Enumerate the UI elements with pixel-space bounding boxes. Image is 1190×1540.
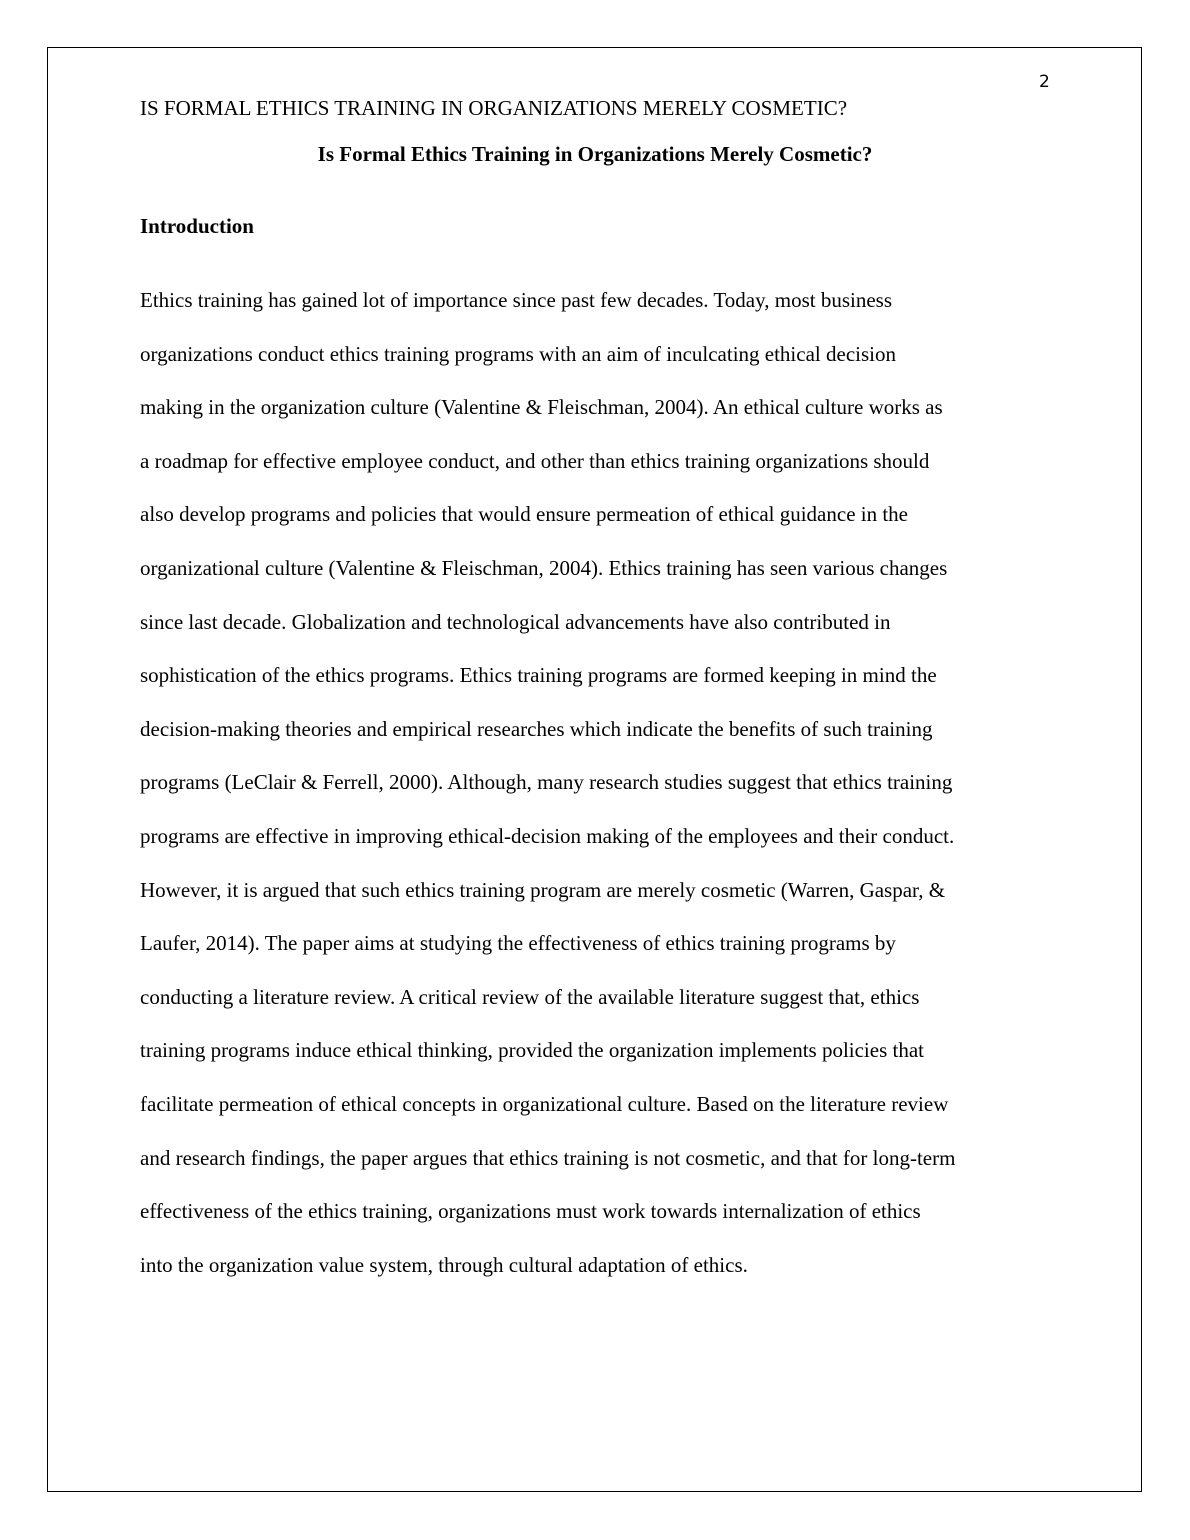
body-line: programs are effective in improving ethical-decision making of the employees and their conduct. — [140, 823, 955, 848]
body-line: training programs induce ethical thinking, provided the organization implements policies that — [140, 1038, 925, 1063]
body-line: organizational culture (Valentine & Fleischman, 2004). Ethics training has seen various changes — [140, 555, 948, 580]
body-line: organizations conduct ethics training programs with an aim of inculcating ethical decision — [140, 341, 896, 366]
body-line: Laufer, 2014). The paper aims at studying the effectiveness of ethics training programs by — [140, 931, 896, 956]
body-line: also develop programs and policies that would ensure permeation of ethical guidance in the — [140, 502, 909, 527]
body-line: into the organization value system, through cultural adaptation of ethics. — [140, 1252, 748, 1277]
body-line: programs (LeClair & Ferrell, 2000). Although, many research studies suggest that ethics training — [140, 770, 953, 795]
body-line: since last decade. Globalization and technological advancements have also contributed in — [140, 609, 891, 634]
document-title: Is Formal Ethics Training in Organizations Merely Cosmetic? — [317, 142, 873, 166]
body-line: sophistication of the ethics programs. Ethics training programs are formed keeping in mind the — [140, 663, 937, 688]
running-head: IS FORMAL ETHICS TRAINING IN ORGANIZATIONS MERELY COSMETIC? — [140, 96, 848, 120]
body-line: effectiveness of the ethics training, organizations must work towards internalization of ethics — [140, 1199, 921, 1224]
section-heading: Introduction — [140, 214, 254, 238]
body-line: a roadmap for effective employee conduct, and other than ethics training organizations should — [140, 448, 930, 473]
body-line: Ethics training has gained lot of importance since past few decades. Today, most business — [140, 288, 893, 312]
body-paragraph — [140, 274, 955, 1292]
body-line: facilitate permeation of ethical concepts in organizational culture. Based on the literature review — [140, 1091, 949, 1116]
body-line: making in the organization culture (Valentine & Fleischman, 2004). An ethical culture works as — [140, 395, 943, 420]
body-line: and research findings, the paper argues that ethics training is not cosmetic, and that for long-term — [140, 1145, 956, 1170]
body-line: However, it is argued that such ethics training program are merely cosmetic (Warren, Gaspar, & — [140, 877, 946, 902]
page-number: 2 — [1039, 72, 1050, 92]
body-line: decision-making theories and empirical researches which indicate the benefits of such training — [140, 716, 933, 741]
body-line: conducting a literature review. A critical review of the available literature suggest that, ethics — [140, 984, 920, 1009]
